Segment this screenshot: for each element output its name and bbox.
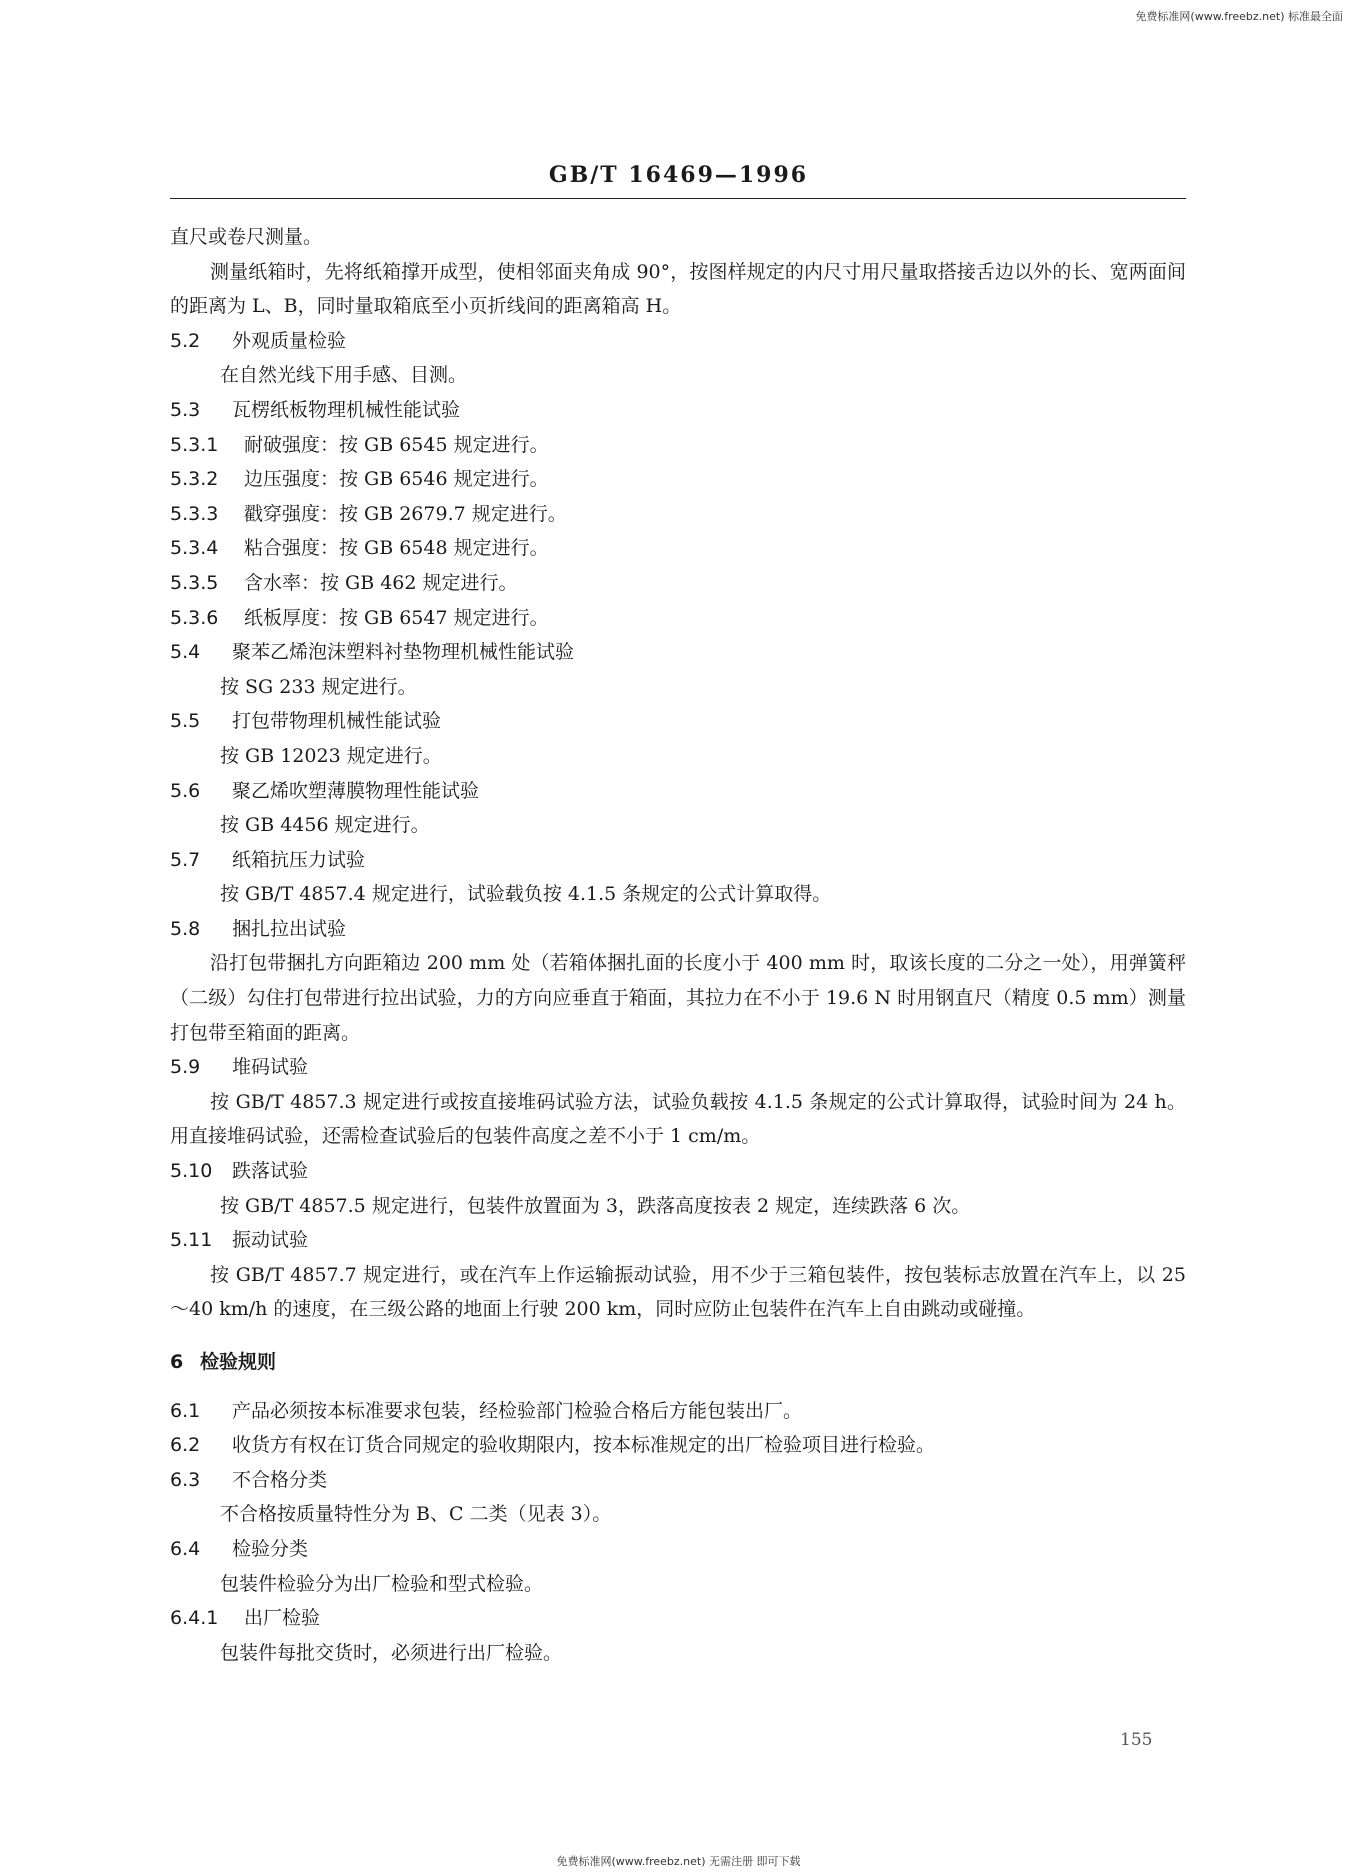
section-heading: 6.4 检验分类	[170, 1537, 309, 1560]
watermark-bottom: 免费标准网(www.freebz.net) 无需注册 即可下载	[556, 1855, 801, 1868]
page-number: 155	[1120, 1730, 1153, 1750]
section-heading: 5.11 振动试验	[170, 1229, 309, 1252]
section-item: 6.1 产品必须按本标准要求包装，经检验部门检验合格后方能包装出厂。	[170, 1399, 803, 1422]
section-body: 按 GB/T 4857.7 规定进行，或在汽车上作运输振动试验，用不少于三箱包装件，按包装标志放置在汽车上，以 25～40 km/h 的速度，在三级公路的地面上行驶 200 km，同时应防止包装件在汽车上自由跳动或碰撞。	[170, 1263, 1186, 1321]
section-body: 按 GB 4456 规定进行。	[220, 814, 430, 837]
section-heading: 5.3 瓦楞纸板物理机械性能试验	[170, 398, 461, 421]
header-rule	[170, 198, 1186, 199]
standard-header: GB/T 16469—1996	[548, 162, 809, 188]
section-heading: 5.6 聚乙烯吹塑薄膜物理性能试验	[170, 779, 480, 802]
section-body: 按 GB/T 4857.4 规定进行，试验载负按 4.1.5 条规定的公式计算取得。	[220, 883, 832, 906]
chapter-heading: 6 检验规则	[170, 1351, 277, 1373]
section-heading: 6.3 不合格分类	[170, 1468, 328, 1491]
subsection-item: 5.3.5 含水率：按 GB 462 规定进行。	[170, 571, 518, 594]
section-body: 按 GB 12023 规定进行。	[220, 744, 442, 767]
paragraph: 直尺或卷尺测量。	[170, 226, 323, 248]
section-heading: 5.2 外观质量检验	[170, 329, 347, 352]
section-body: 包装件检验分为出厂检验和型式检验。	[220, 1572, 544, 1595]
section-heading: 5.4 聚苯乙烯泡沫塑料衬垫物理机械性能试验	[170, 641, 575, 664]
subsection-heading: 6.4.1 出厂检验	[170, 1607, 321, 1630]
section-body: 按 GB/T 4857.5 规定进行，包装件放置面为 3，跌落高度按表 2 规定，连续跌落 6 次。	[220, 1194, 971, 1217]
watermark-top: 免费标准网(www.freebz.net) 标准最全面	[1135, 10, 1343, 23]
section-item: 6.2 收货方有权在订货合同规定的验收期限内，按本标准规定的出厂检验项目进行检验。	[170, 1434, 936, 1457]
section-body: 沿打包带捆扎方向距箱边 200 mm 处（若箱体捆扎面的长度小于 400 mm 时，取该长度的二分之一处），用弹簧秤（二级）勾住打包带进行拉出试验，力的方向应垂直于箱面，其拉力在不小于 19.6 N 时用钢直尺（精度 0.5 mm）测量打包带至箱面的距离。	[170, 952, 1186, 1044]
section-heading: 5.9 堆码试验	[170, 1056, 309, 1079]
subsection-item: 5.3.2 边压强度：按 GB 6546 规定进行。	[170, 468, 549, 491]
subsection-item: 5.3.4 粘合强度：按 GB 6548 规定进行。	[170, 537, 549, 560]
section-heading: 5.7 纸箱抗压力试验	[170, 848, 366, 871]
document-body	[170, 220, 1186, 1670]
section-body: 按 SG 233 规定进行。	[220, 675, 417, 698]
paragraph: 测量纸箱时，先将纸箱撑开成型，使相邻面夹角成 90°，按图样规定的内尺寸用尺量取搭接舌边以外的长、宽两面间的距离为 L、B，同时量取箱底至小页折线间的距离箱高 H。	[170, 260, 1186, 318]
section-body: 在自然光线下用手感、目测。	[220, 364, 468, 387]
section-body: 包装件每批交货时，必须进行出厂检验。	[220, 1641, 563, 1664]
section-body: 按 GB/T 4857.3 规定进行或按直接堆码试验方法，试验负载按 4.1.5 条规定的公式计算取得，试验时间为 24 h。用直接堆码试验，还需检查试验后的包装件高度之差不小于 1 cm/m。	[170, 1090, 1186, 1148]
subsection-item: 5.3.3 戳穿强度：按 GB 2679.7 规定进行。	[170, 502, 567, 525]
subsection-item: 5.3.6 纸板厚度：按 GB 6547 规定进行。	[170, 606, 549, 629]
section-heading: 5.5 打包带物理机械性能试验	[170, 710, 442, 733]
section-heading: 5.8 捆扎拉出试验	[170, 917, 347, 940]
section-heading: 5.10 跌落试验	[170, 1160, 309, 1183]
subsection-item: 5.3.1 耐破强度：按 GB 6545 规定进行。	[170, 433, 549, 456]
section-body: 不合格按质量特性分为 B、C 二类（见表 3）。	[220, 1503, 612, 1526]
